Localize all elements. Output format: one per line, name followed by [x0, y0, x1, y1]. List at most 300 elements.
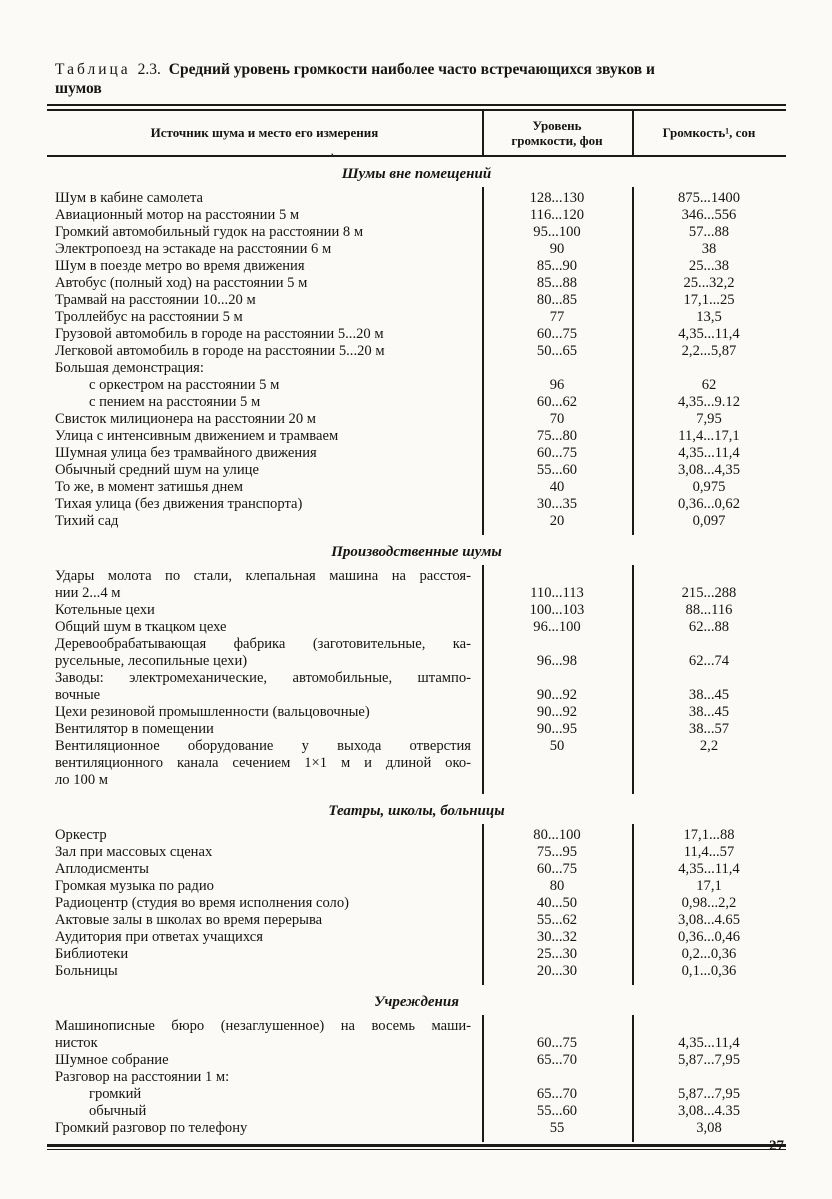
row-label-line: Троллейбус на расстоянии 5 м: [55, 309, 243, 325]
row-label-line: русельные, лесопильные цехи): [55, 653, 248, 669]
row-label: [47, 462, 482, 479]
table-row: [47, 1120, 786, 1137]
row-label: [47, 360, 482, 377]
row-label-line: Шум в кабине самолета: [55, 190, 204, 206]
row-label: [47, 602, 482, 619]
noise-levels-table: [47, 104, 786, 1150]
loudness-value-text: 2,2...5,87: [681, 343, 737, 359]
loudness-value: [632, 343, 786, 360]
table-row: [47, 428, 786, 445]
section-title: Театры, школы, больницы: [328, 803, 505, 819]
level-value-text: 75...80: [536, 428, 578, 444]
level-value-text: 80: [549, 878, 565, 894]
row-label: [47, 1086, 482, 1103]
loudness-value-text: 346...556: [681, 207, 737, 223]
level-value: [482, 326, 632, 343]
row-label: [47, 827, 482, 844]
level-value-text: 95...100: [533, 224, 581, 240]
header-bottom-rule: [47, 155, 786, 157]
row-label: [47, 704, 482, 721]
row-label-line: Зал при массовых сценах: [55, 844, 213, 860]
loudness-value-text: 57...88: [688, 224, 730, 240]
level-value-text: 77: [549, 309, 565, 325]
row-label: [47, 670, 482, 704]
row-label-line: вентиляционного канала сечением 1×1 м и длиной око-: [55, 755, 471, 771]
level-value-text: 40...50: [536, 895, 578, 911]
loudness-value: [632, 411, 786, 428]
table-row: [47, 241, 786, 258]
level-value: [482, 844, 632, 861]
table-row: [47, 258, 786, 275]
loudness-value: [632, 190, 786, 207]
loudness-value-text: 25...32,2: [683, 275, 735, 291]
row-label-line: Вентиляционное оборудование у выхода отверстия: [55, 738, 471, 754]
level-value: [482, 670, 632, 704]
column-divider: [632, 111, 634, 155]
row-label: [47, 224, 482, 241]
level-value-text: 60...75: [536, 445, 578, 461]
row-label-line: Легковой автомобиль в городе на расстоянии 5...20 м: [55, 343, 385, 359]
table-row: [47, 292, 786, 309]
loudness-value: [632, 861, 786, 878]
row-label-line: Шумная улица без трамвайного движения: [55, 445, 317, 461]
row-label-line: с пением на расстоянии 5 м: [89, 394, 261, 410]
row-label: [47, 1120, 482, 1137]
row-label: [47, 946, 482, 963]
level-value: [482, 878, 632, 895]
row-label: [47, 496, 482, 513]
table-caption-title: Средний уровень громкости наиболее часто встречающихся звуков и шумов: [55, 61, 655, 97]
level-value: [482, 827, 632, 844]
row-label: [47, 258, 482, 275]
table-caption-number: 2.3.: [137, 61, 161, 78]
table-row: [47, 670, 786, 704]
loudness-value-text: 11,4...57: [683, 844, 735, 860]
level-value: [482, 428, 632, 445]
column-divider: [632, 824, 634, 985]
level-value: [482, 377, 632, 394]
level-value: [482, 190, 632, 207]
loudness-value-text: 38...45: [688, 704, 730, 720]
level-value: [482, 568, 632, 602]
level-value: [482, 479, 632, 496]
loudness-value: [632, 377, 786, 394]
table-row: [47, 224, 786, 241]
row-label-line: Библиотеки: [55, 946, 129, 962]
level-value-text: 116...120: [529, 207, 585, 223]
row-label-line: вочные: [55, 687, 101, 703]
loudness-value: [632, 1086, 786, 1103]
loudness-value: [632, 207, 786, 224]
loudness-value-text: 62: [701, 377, 717, 393]
section-rows: [47, 1015, 786, 1142]
level-value: [482, 1103, 632, 1120]
level-value-text: 80...100: [533, 827, 581, 843]
loudness-value: [632, 895, 786, 912]
row-label-line: Актовые залы в школах во время перерыва: [55, 912, 323, 928]
row-label: [47, 721, 482, 738]
loudness-value: [632, 258, 786, 275]
row-label-line: Электропоезд на эстакаде на расстоянии 6 м: [55, 241, 332, 257]
level-value-text: 30...32: [536, 929, 578, 945]
loudness-value-text: 4,35...11,4: [678, 326, 740, 342]
loudness-value: [632, 445, 786, 462]
level-value-text: 55...62: [536, 912, 578, 928]
loudness-value: [632, 844, 786, 861]
level-value: [482, 619, 632, 636]
row-label-line: Разговор на расстоянии 1 м:: [55, 1069, 230, 1085]
loudness-value: [632, 929, 786, 946]
column-divider: [482, 565, 484, 794]
table-bottom-rule: [47, 1144, 786, 1147]
loudness-value-text: 3,08...4.35: [677, 1103, 741, 1119]
row-label-line: Вентилятор в помещении: [55, 721, 214, 737]
row-label-line: Улица с интенсивным движением и трамваем: [55, 428, 339, 444]
loudness-value: [632, 1120, 786, 1137]
table-row: [47, 721, 786, 738]
level-value-text: 96...100: [533, 619, 581, 635]
row-label-line: обычный: [89, 1103, 147, 1119]
level-value: [482, 241, 632, 258]
loudness-value-text: 875...1400: [677, 190, 741, 206]
level-value: [482, 360, 632, 377]
table-row: [47, 704, 786, 721]
row-label-line: Аплодисменты: [55, 861, 149, 877]
loudness-value-text: 215...288: [681, 585, 737, 601]
row-label-line: Громкая музыка по радио: [55, 878, 214, 894]
table-row: [47, 411, 786, 428]
row-label-line: Шумное собрание: [55, 1052, 169, 1068]
table-row: [47, 929, 786, 946]
level-value: [482, 224, 632, 241]
row-label-line: Общий шум в ткацком цехе: [55, 619, 227, 635]
level-value: [482, 1052, 632, 1069]
level-value-text: 80...85: [536, 292, 578, 308]
loudness-value: [632, 394, 786, 411]
table-row: [47, 309, 786, 326]
level-value: [482, 929, 632, 946]
loudness-value-text: 4,35...11,4: [678, 861, 740, 877]
table-row: [47, 912, 786, 929]
row-label: [47, 445, 482, 462]
level-value: [482, 946, 632, 963]
table-row: [47, 275, 786, 292]
table-row: [47, 513, 786, 530]
loudness-value: [632, 513, 786, 530]
table-row: [47, 1086, 786, 1103]
table-caption: [55, 60, 680, 98]
level-value: [482, 309, 632, 326]
level-value: [482, 861, 632, 878]
row-label: [47, 1103, 482, 1120]
table-row: [47, 207, 786, 224]
column-header-source: Источник шума и место его измерения: [150, 125, 379, 141]
row-label: [47, 1018, 482, 1052]
column-divider: [482, 824, 484, 985]
loudness-value: [632, 275, 786, 292]
table-row: [47, 496, 786, 513]
loudness-value-text: 38: [701, 241, 717, 257]
row-label-line: Громкий автомобильный гудок на расстоянии 8 м: [55, 224, 364, 240]
table-row: [47, 602, 786, 619]
level-value: [482, 912, 632, 929]
row-label-line: Громкий разговор по телефону: [55, 1120, 248, 1136]
loudness-value-text: 2,2: [699, 738, 719, 754]
row-label-line: Больницы: [55, 963, 118, 979]
level-value-text: 50: [549, 738, 565, 754]
row-label-line: Радиоцентр (студия во время исполнения соло): [55, 895, 349, 911]
table-row: [47, 190, 786, 207]
row-label-line: Деревообрабатывающая фабрика (заготовительные, ка-: [55, 636, 471, 652]
level-value: [482, 258, 632, 275]
level-value-text: 55: [549, 1120, 565, 1136]
loudness-value-text: 5,87...7,95: [677, 1052, 741, 1068]
table-row: [47, 479, 786, 496]
row-label-line: То же, в момент затишья днем: [55, 479, 244, 495]
row-label-line: громкий: [89, 1086, 142, 1102]
loudness-value: [632, 241, 786, 258]
table-row: [47, 343, 786, 360]
column-divider: [632, 565, 634, 794]
row-label-line: Аудитория при ответах учащихся: [55, 929, 263, 945]
level-value-text: 25...30: [536, 946, 578, 962]
loudness-value-text: 0,975: [692, 479, 726, 495]
row-label-line: Трамвай на расстоянии 10...20 м: [55, 292, 256, 308]
loudness-value-text: 5,87...7,95: [677, 1086, 741, 1102]
loudness-value: [632, 360, 786, 377]
table-row: [47, 1052, 786, 1069]
table-bottom-rule-2: [47, 1149, 786, 1150]
row-label-line: Автобус (полный ход) на расстоянии 5 м: [55, 275, 308, 291]
row-label: [47, 479, 482, 496]
loudness-value-text: 4,35...11,4: [678, 1035, 740, 1051]
column-header-loudness: Громкость¹, сон: [662, 125, 756, 141]
level-value: [482, 496, 632, 513]
row-label-line: Цехи резиновой промышленности (вальцовочные): [55, 704, 370, 720]
loudness-value: [632, 1018, 786, 1052]
loudness-value-text: 0,2...0,36: [681, 946, 737, 962]
loudness-value: [632, 670, 786, 704]
loudness-value: [632, 292, 786, 309]
loudness-value: [632, 1103, 786, 1120]
loudness-value-text: 0,36...0,62: [677, 496, 741, 512]
loudness-value: [632, 602, 786, 619]
level-value-text: 65...70: [536, 1086, 578, 1102]
row-label-line: ло 100 м: [55, 772, 109, 788]
loudness-value-text: 13,5: [696, 309, 722, 325]
level-value-text: 96...98: [536, 653, 578, 669]
row-label: [47, 844, 482, 861]
loudness-value: [632, 721, 786, 738]
loudness-value: [632, 496, 786, 513]
loudness-value-text: 38...57: [688, 721, 730, 737]
level-value-text: 20: [549, 513, 565, 529]
table-row: [47, 568, 786, 602]
level-value: [482, 704, 632, 721]
level-value: [482, 636, 632, 670]
page-number: 27: [769, 1138, 784, 1154]
level-value: [482, 275, 632, 292]
level-value-text: 50...65: [536, 343, 578, 359]
table-row: [47, 963, 786, 980]
row-label-line: Грузовой автомобиль в городе на расстоянии 5...20 м: [55, 326, 384, 342]
row-label-line: Шум в поезде метро во время движения: [55, 258, 305, 274]
loudness-value: [632, 1069, 786, 1086]
table-row: [47, 738, 786, 789]
level-value-text: 20...30: [536, 963, 578, 979]
loudness-value-text: 0,36...0,46: [677, 929, 741, 945]
level-value-text: 85...88: [536, 275, 578, 291]
row-label-line: Котельные цехи: [55, 602, 155, 618]
loudness-value-text: 0,98...2,2: [681, 895, 737, 911]
loudness-value: [632, 428, 786, 445]
row-label-line: Тихая улица (без движения транспорта): [55, 496, 303, 512]
row-label-line: нии 2...4 м: [55, 585, 121, 601]
table-row: [47, 394, 786, 411]
table-row: [47, 1103, 786, 1120]
row-label: [47, 1052, 482, 1069]
table-row: [47, 326, 786, 343]
loudness-value-text: 7,95: [696, 411, 722, 427]
level-value: [482, 738, 632, 789]
loudness-value: [632, 878, 786, 895]
level-value-text: 110...113: [530, 585, 584, 601]
table-row: [47, 377, 786, 394]
row-label: [47, 377, 482, 394]
level-value-text: 85...90: [536, 258, 578, 274]
loudness-value-text: 0,1...0,36: [681, 963, 737, 979]
level-value: [482, 513, 632, 530]
row-label: [47, 428, 482, 445]
level-value-text: 55...60: [536, 462, 578, 478]
table-row: [47, 895, 786, 912]
column-divider: [482, 187, 484, 535]
level-value-text: 90...92: [536, 687, 578, 703]
row-label: [47, 241, 482, 258]
section-rows: [47, 824, 786, 985]
row-label-line: нисток: [55, 1035, 98, 1051]
loudness-value: [632, 946, 786, 963]
row-label: [47, 411, 482, 428]
table-caption-label: Таблица: [55, 61, 131, 78]
row-label-line: Авиационный мотор на расстоянии 5 м: [55, 207, 300, 223]
section-rows: [47, 565, 786, 794]
table-row: [47, 827, 786, 844]
level-value: [482, 1069, 632, 1086]
table-row: [47, 445, 786, 462]
loudness-value: [632, 963, 786, 980]
level-value-text: 90: [549, 241, 565, 257]
level-value-text: 30...35: [536, 496, 578, 512]
table-row: [47, 861, 786, 878]
table-row: [47, 636, 786, 670]
row-label-line: Обычный средний шум на улице: [55, 462, 259, 478]
loudness-value: [632, 704, 786, 721]
row-label: [47, 738, 482, 789]
loudness-value: [632, 912, 786, 929]
row-label: [47, 912, 482, 929]
row-label: [47, 190, 482, 207]
row-label: [47, 309, 482, 326]
row-label-line: Большая демонстрация:: [55, 360, 204, 376]
level-value: [482, 394, 632, 411]
row-label-line: Машинописные бюро (незаглушенное) на восемь маши-: [55, 1018, 471, 1034]
level-value-text: 90...92: [536, 704, 578, 720]
loudness-value: [632, 827, 786, 844]
section-rows: [47, 187, 786, 535]
loudness-value-text: 11,4...17,1: [678, 428, 740, 444]
loudness-value-text: 62...88: [688, 619, 730, 635]
row-label: [47, 861, 482, 878]
loudness-value-text: 88...116: [685, 602, 733, 618]
loudness-value-text: 3,08...4,35: [677, 462, 741, 478]
loudness-value: [632, 619, 786, 636]
row-label: [47, 568, 482, 602]
level-value: [482, 1018, 632, 1052]
row-label-line: Удары молота по стали, клепальная машина на расстоя-: [55, 568, 471, 584]
level-value: [482, 721, 632, 738]
loudness-value: [632, 462, 786, 479]
row-label-line: Заводы: электромеханические, автомобильные, штампо-: [55, 670, 471, 686]
table-row: [47, 462, 786, 479]
level-value-text: 60...75: [536, 326, 578, 342]
row-label: [47, 343, 482, 360]
row-label: [47, 963, 482, 980]
table-body: [47, 165, 786, 1142]
row-label: [47, 292, 482, 309]
table-row: [47, 878, 786, 895]
level-value-text: 96: [549, 377, 565, 393]
row-label-line: с оркестром на расстоянии 5 м: [89, 377, 280, 393]
table-row: [47, 1018, 786, 1052]
level-value: [482, 1086, 632, 1103]
level-value: [482, 895, 632, 912]
level-value: [482, 462, 632, 479]
column-divider: [632, 1015, 634, 1142]
row-label-line: Свисток милиционера на расстоянии 20 м: [55, 411, 317, 427]
loudness-value: [632, 738, 786, 789]
loudness-value-text: 38...45: [688, 687, 730, 703]
loudness-value: [632, 636, 786, 670]
level-value: [482, 207, 632, 224]
level-value-text: 60...62: [536, 394, 578, 410]
loudness-value: [632, 568, 786, 602]
row-label: [47, 394, 482, 411]
loudness-value: [632, 224, 786, 241]
row-label: [47, 1069, 482, 1086]
loudness-value: [632, 309, 786, 326]
row-label: [47, 513, 482, 530]
scan-artifact-mark: ’: [330, 150, 335, 165]
level-value-text: 65...70: [536, 1052, 578, 1068]
column-divider: [482, 1015, 484, 1142]
column-header-level-line1: Уровень: [532, 117, 582, 133]
table-row: [47, 946, 786, 963]
section-title: Учреждения: [374, 994, 459, 1010]
column-header-level: [482, 111, 632, 155]
level-value-text: 40: [549, 479, 565, 495]
level-value-text: 128...130: [529, 190, 585, 206]
level-value: [482, 343, 632, 360]
loudness-value: [632, 326, 786, 343]
table-row: [47, 1069, 786, 1086]
loudness-value-text: 17,1...25: [683, 292, 735, 308]
loudness-value-text: 0,097: [692, 513, 726, 529]
level-value-text: 90...95: [536, 721, 578, 737]
level-value: [482, 1120, 632, 1137]
loudness-value-text: 62...74: [688, 653, 730, 669]
row-label-line: Тихий сад: [55, 513, 119, 529]
